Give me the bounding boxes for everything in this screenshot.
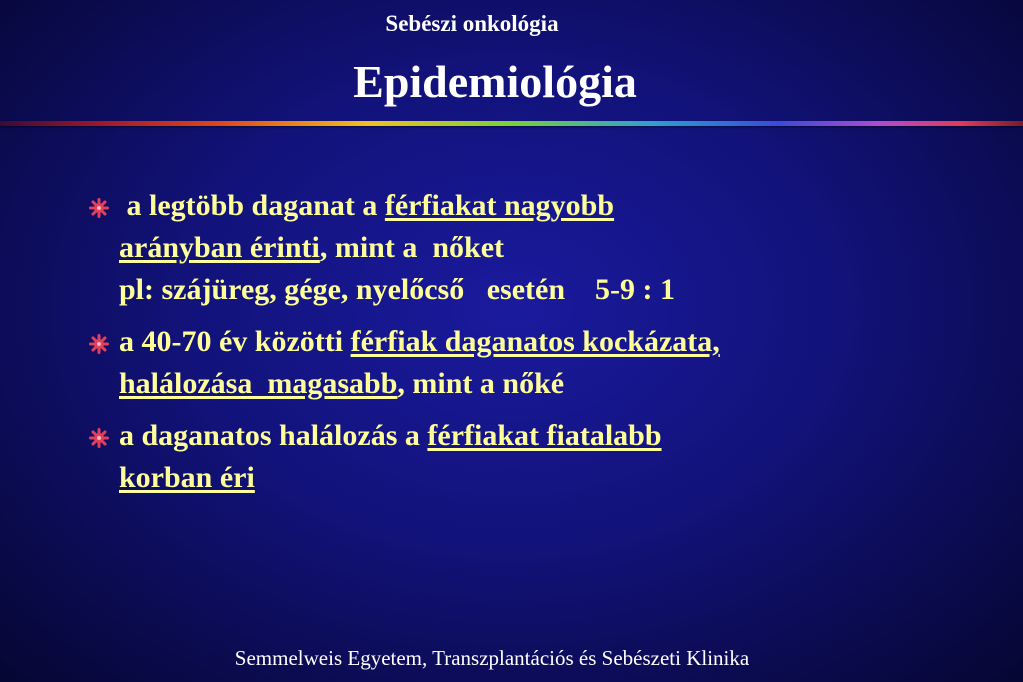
bullet-text: , mint a nőket — [319, 231, 505, 264]
bullet-text: a daganatos halálozás a — [119, 419, 428, 452]
slide-title: Epidemiológia — [353, 56, 637, 107]
asterisk-flower-icon — [88, 197, 110, 219]
bullet-line — [119, 185, 988, 227]
bullet-list — [88, 185, 988, 509]
bullet-line — [119, 363, 988, 405]
bullet-emphasis: korban éri — [119, 461, 255, 494]
bullet-emphasis: férfiakat fiatalabb — [427, 419, 662, 452]
bullet-item — [88, 321, 988, 405]
bullet-line — [119, 457, 988, 499]
bullet-text: , mint a nőké — [397, 367, 565, 400]
bullet-text: a legtöbb daganat a — [119, 189, 385, 222]
bullet-text: a 40-70 év közötti — [119, 325, 351, 358]
bullet-line: pl: szájüreg, gége, nyelőcső esetén 5-9 : 1 — [119, 273, 675, 306]
bullet-line — [119, 321, 988, 363]
bullet-emphasis: férfiakat nagyobb — [384, 189, 615, 222]
rainbow-divider — [0, 121, 1023, 126]
bullet-emphasis: férfiak daganatos kockázata, — [350, 325, 720, 358]
asterisk-flower-icon — [88, 427, 110, 449]
bullet-emphasis: halálozása magasabb — [119, 367, 398, 400]
bullet-item — [88, 415, 988, 499]
slide-footer: Semmelweis Egyetem, Transzplantációs és Sebészeti Klinika — [234, 646, 750, 670]
bullet-line — [119, 227, 988, 269]
bullet-emphasis: arányban érinti — [119, 231, 320, 264]
slide-subtitle: Sebészi onkológia — [385, 11, 559, 36]
asterisk-flower-icon — [88, 333, 110, 355]
bullet-line — [119, 415, 988, 457]
bullet-item — [88, 185, 988, 311]
